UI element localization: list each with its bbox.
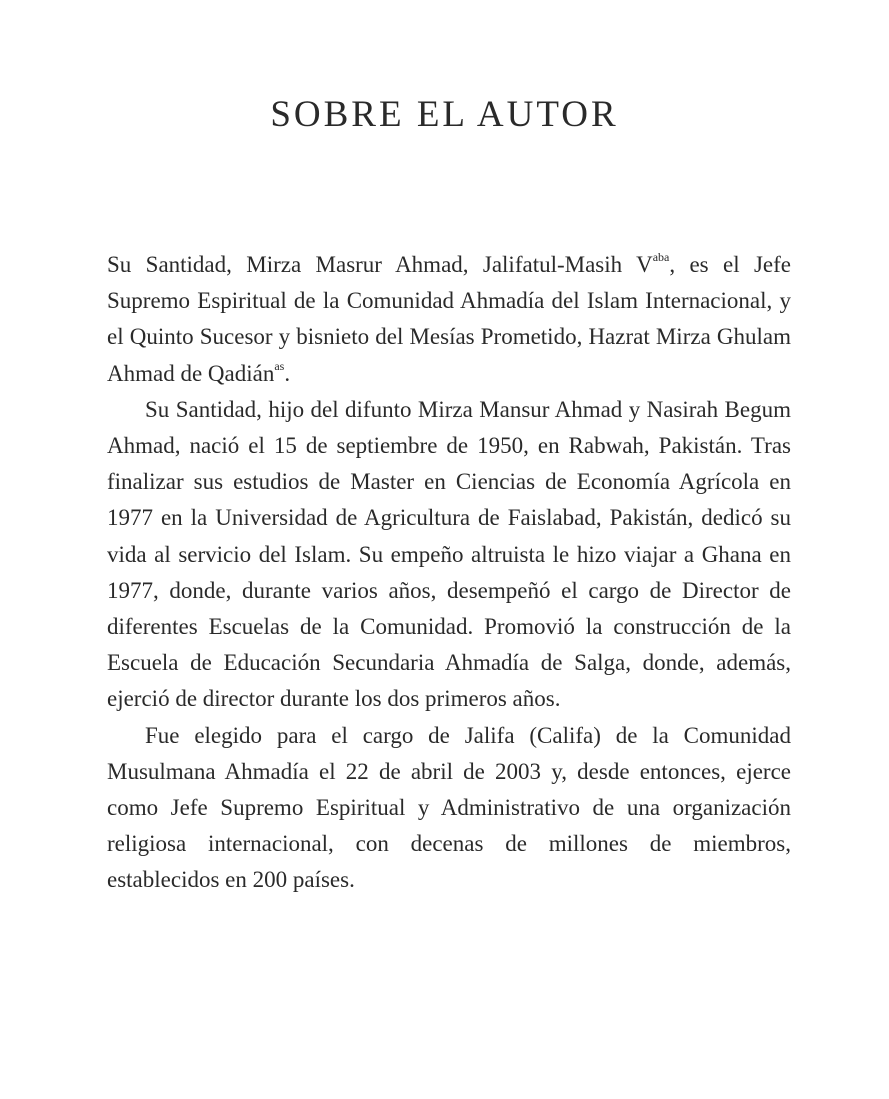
paragraph-3: Fue elegido para el cargo de Jalifa (Califa) de la Comunidad Musulmana Ahmadía el 22 de abril de 2003 y, desde entonces, ejerce como Jefe Supremo Espiritual y Administrativo de una organización religiosa internacional, con decenas de millones de miembros, establecidos en 200 países. <box>107 722 791 893</box>
paragraph-1-text-b: , es el Jefe Supremo Espiritual de la Comunidad Ahmadía del Islam Internacional, y el Quinto Sucesor y bisnieto del Mesías Prometido, Hazrat Mirza Ghulam Ahmad de Qadián <box>107 252 791 386</box>
honorific-superscript: as <box>274 358 285 373</box>
paragraph-1-text-a: Su Santidad, Mirza Masrur Ahmad, Jalifatul-Masih V <box>107 252 653 277</box>
honorific-superscript: aba <box>652 250 670 264</box>
body-text <box>107 247 791 899</box>
paragraph-2: Su Santidad, hijo del difunto Mirza Mansur Ahmad y Nasirah Begum Ahmad, nació el 15 de septiembre de 1950, en Rabwah, Pakistán. Tras finalizar sus estudios de Master en Ciencias de Economía Agrícola en 1977 en la Universidad de Agricultura de Faislabad, Pakistán, dedicó su vida al servicio del Islam. Su empeño altruista le hizo viajar a Ghana en 1977, donde, durante varios años, desempeñó el cargo de Director de diferentes Escuelas de la Comunidad. Promovió la construcción de la Escuela de Educación Secundaria Ahmadía de Salga, donde, además, ejerció de director durante los dos primeros años. <box>107 396 791 712</box>
page-title: SOBRE EL AUTOR <box>270 94 619 135</box>
paragraph-1-text-c: . <box>284 360 291 386</box>
paragraph-1 <box>107 247 791 392</box>
